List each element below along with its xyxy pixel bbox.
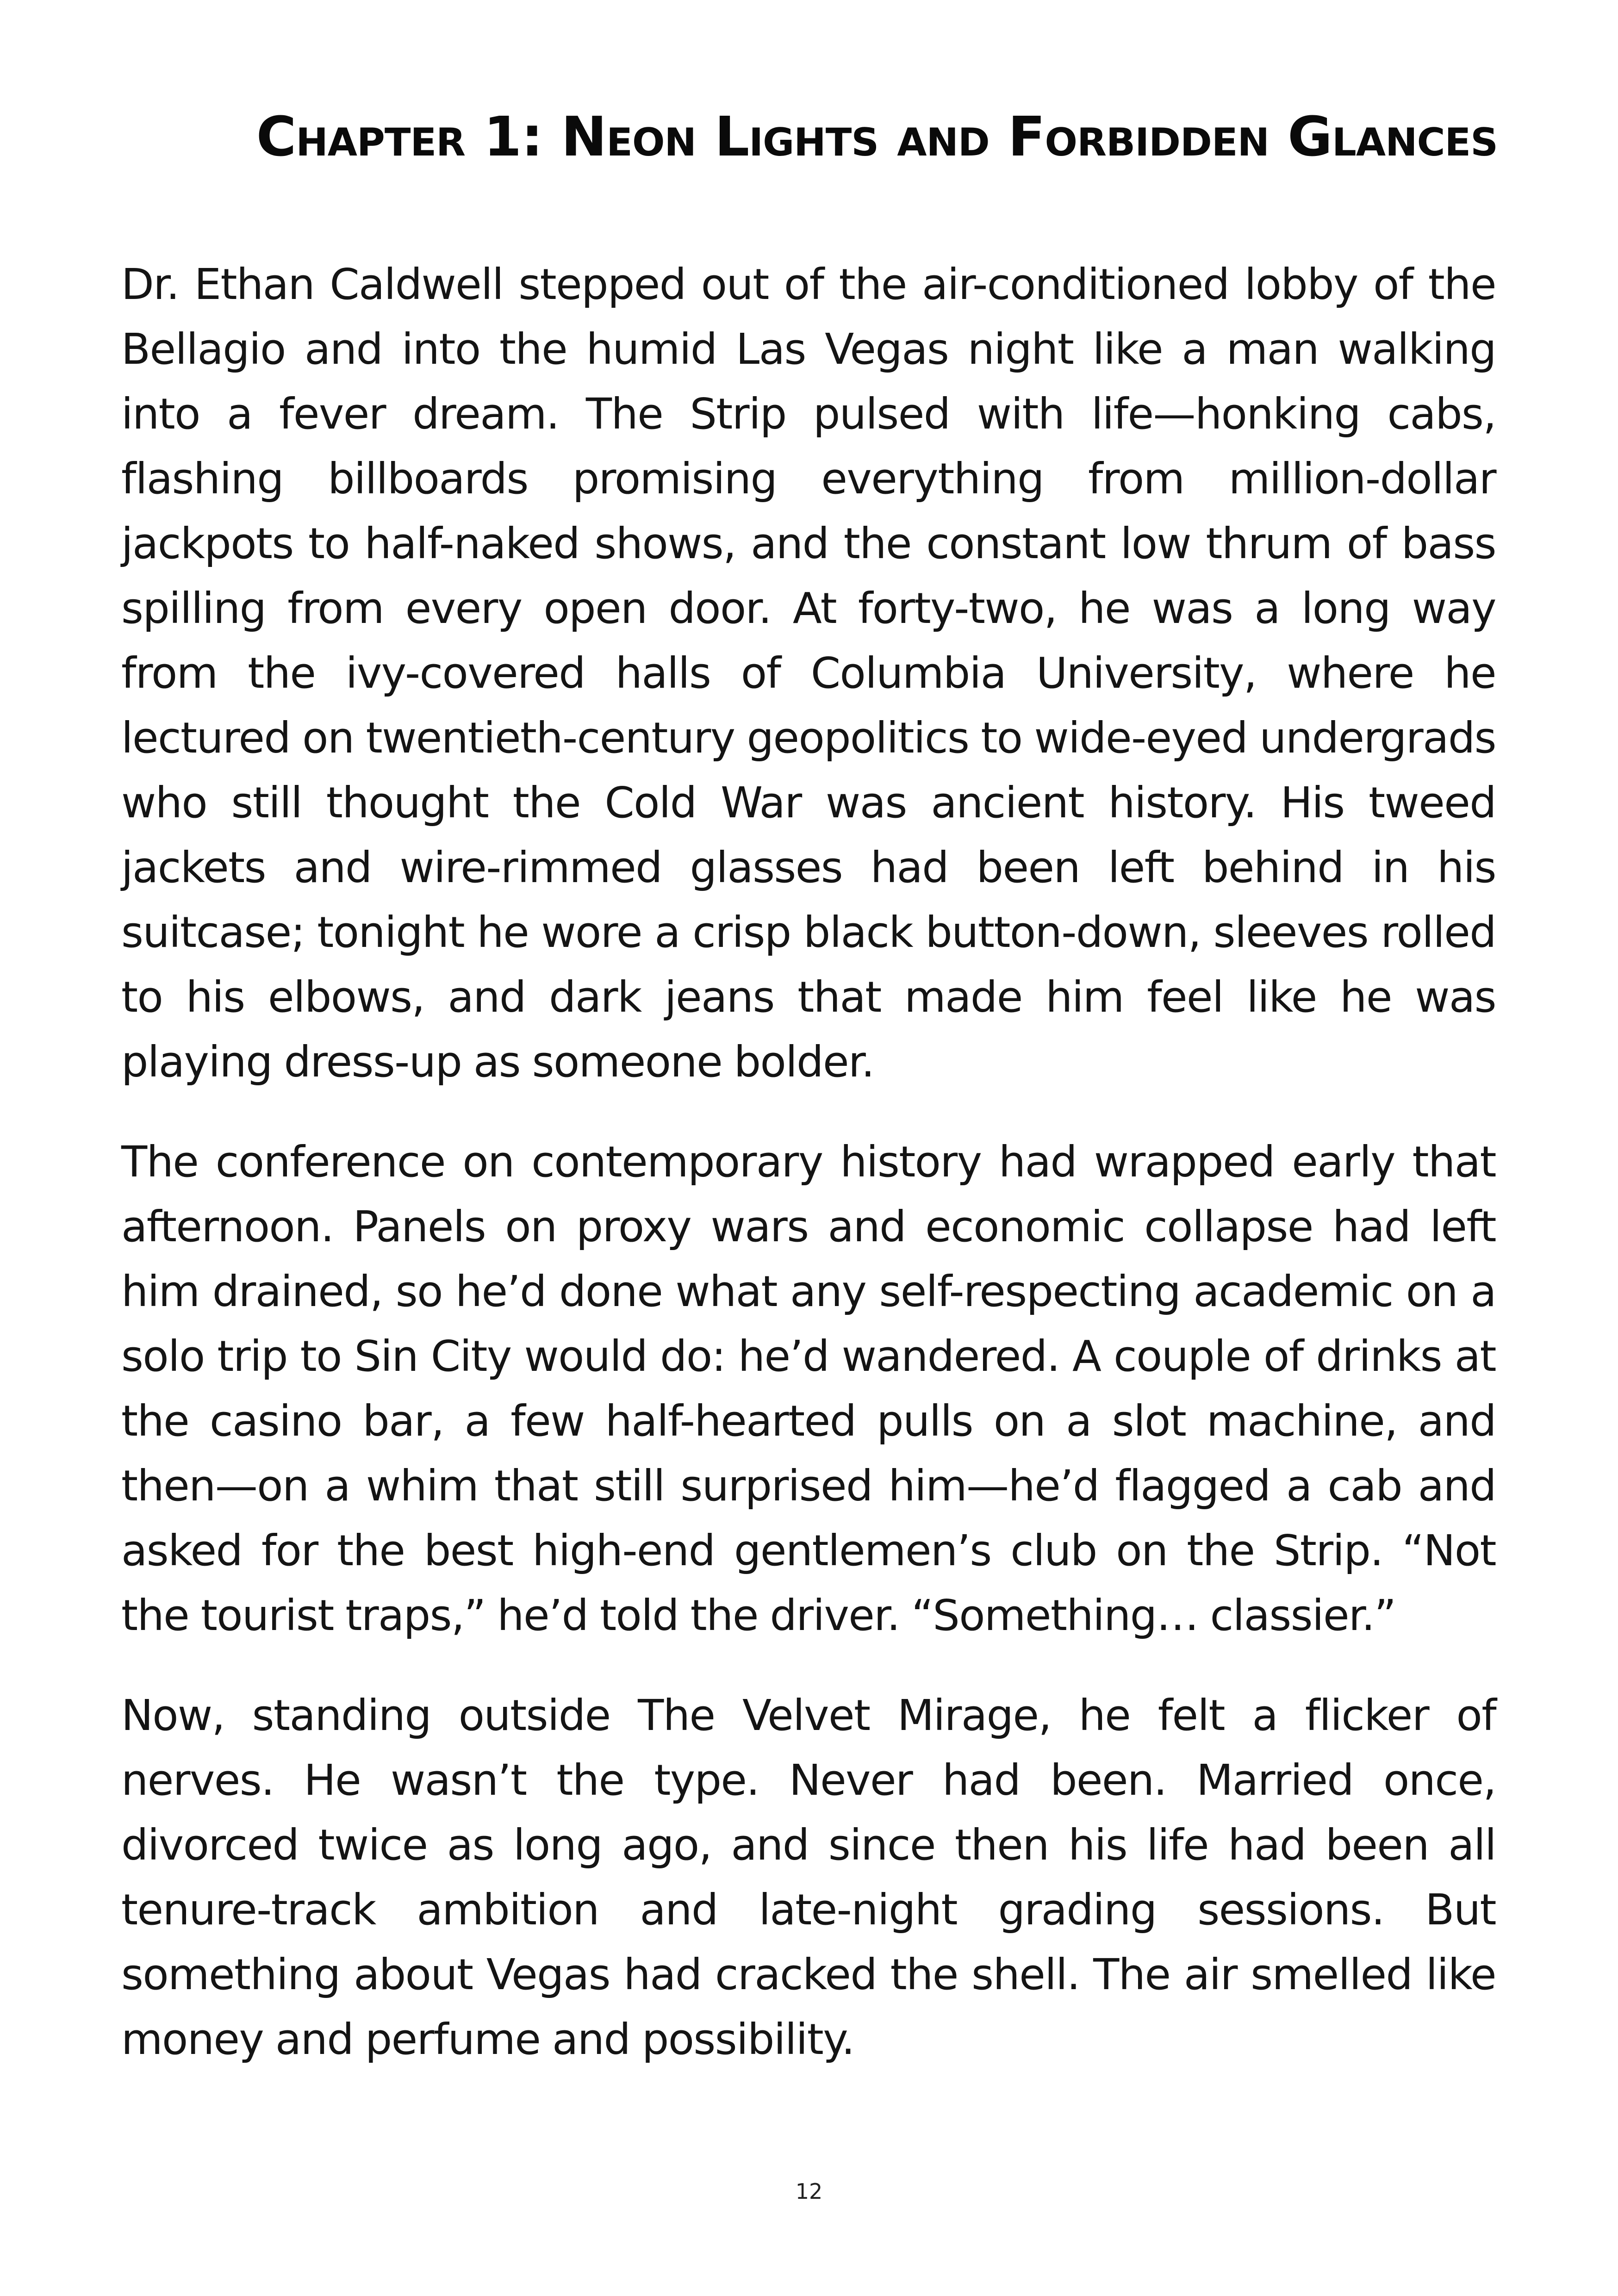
paragraph-3: Now, standing outside The Velvet Mirage, he felt a flicker of nerves. He wasn’t the type. Never had been. Married once, divorced twice as long ago, and since then his life had been all tenure-track ambition and late-night grading sessions. But something about Vegas had cracked the shell. The air smelled like money and perfume and possibility. xyxy=(121,1691,1496,2064)
chapter-title: Chapter 1: Neon Lights and Forbidden Glances xyxy=(256,105,1498,168)
paragraph-2: The conference on contemporary history had wrapped early that afternoon. Panels on proxy wars and economic collapse had left him drained, so he’d done what any self-respecting academic on a solo trip to Sin City would do: he’d wandered. A couple of drinks at the casino bar, a few half-hearted pulls on a slot machine, and then—on a whim that still surprised him—he’d flagged a cab and asked for the best high-end gentlemen’s club on the Strip. “Not the tourist traps,” he’d told the driver. “Something… classier.” xyxy=(121,1137,1496,1640)
chapter-body xyxy=(121,252,1496,2107)
paragraph-1: Dr. Ethan Caldwell stepped out of the air-conditioned lobby of the Bellagio and into the humid Las Vegas night like a man walking into a fever dream. The Strip pulsed with life—honking cabs, flashing billboards promising everything from million-dollar jackpots to half-naked shows, and the constant low thrum of bass spilling from every open door. At forty-two, he was a long way from the ivy-covered halls of Columbia University, where he lectured on twentieth-century geopolitics to wide-eyed undergrads who still thought the Cold War was ancient history. His tweed jackets and wire-rimmed glasses had been left behind in his suitcase; tonight he wore a crisp black button-down, sleeves rolled to his elbows, and dark jeans that made him feel like he was playing dress-up as someone bolder. xyxy=(121,260,1496,1087)
page-number: 12 xyxy=(795,2179,823,2204)
